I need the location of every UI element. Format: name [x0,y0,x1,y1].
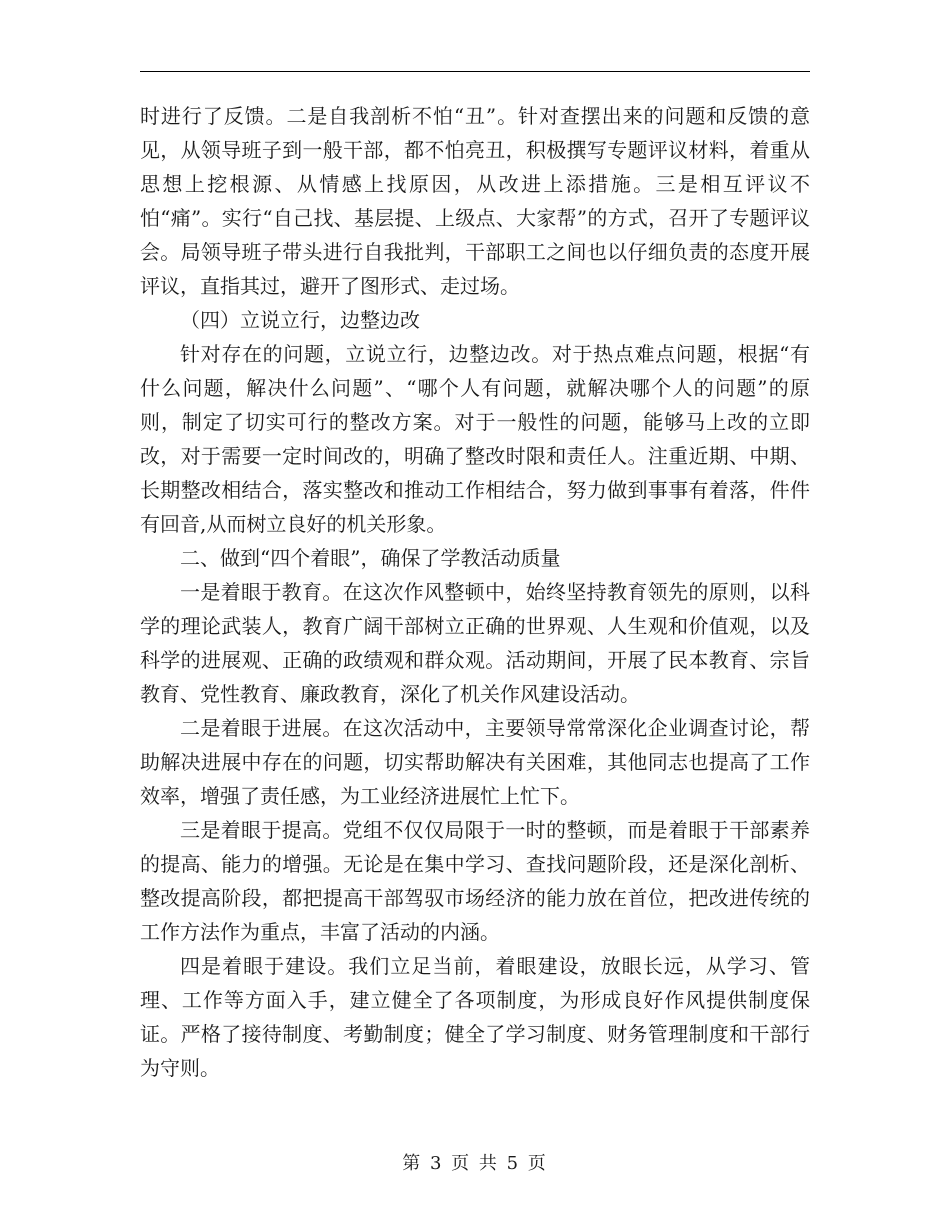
section-heading-2: 二、做到“四个着眼”，确保了学教活动质量 [180,546,561,570]
document-body [140,99,810,1085]
paragraph-development: 二是着眼于进展。在这次活动中，主要领导常常深化企业调查讨论，帮助解决进展中存在的问题，切实帮助解决有关困难，其他同志也提高了工作效率，增强了责任感，为工业经济进展忙上忙下。 [140,716,810,808]
page-number-footer: 第 3 页 共 5 页 [402,1153,548,1174]
paragraph-education: 一是着眼于教育。在这次作风整顿中，始终坚持教育领先的原则，以科学的理论武装人，教育广阔干部树立正确的世界观、人生观和价值观，以及科学的进展观、正确的政绩观和群众观。活动期间，开展了民本教育、宗旨教育、党性教育、廉政教育，深化了机关作风建设活动。 [140,580,810,706]
paragraph-improvement: 三是着眼于提高。党组不仅仅局限于一时的整顿，而是着眼于干部素养的提高、能力的增强。无论是在集中学习、查找问题阶段，还是深化剖析、整改提高阶段，都把提高干部驾驭市场经济的能力放在首位，把改进传统的工作方法作为重点，丰富了活动的内涵。 [140,818,810,944]
section-heading-4: （四）立说立行，边整边改 [180,308,420,332]
paragraph-construction: 四是着眼于建设。我们立足当前，着眼建设，放眼长远，从学习、管理、工作等方面入手，建立健全了各项制度，为形成良好作风提供制度保证。严格了接待制度、考勤制度；健全了学习制度、财务管理制度和干部行为守则。 [140,954,810,1080]
paragraph-rectification: 针对存在的问题，立说立行，边整边改。对于热点难点问题，根据“有什么问题，解决什么问题”、“哪个人有问题，就解决哪个人的问题”的原则，制定了切实可行的整改方案。对于一般性的问题，能够马上改的立即改，对于需要一定时间改的，明确了整改时限和责任人。注重近期、中期、长期整改相结合，落实整改和推动工作相结合，努力做到事事有着落，件件有回音,从而树立良好的机关形象。 [140,342,810,536]
header-rule [140,71,810,72]
paragraph-continuation: 时进行了反馈。二是自我剖析不怕“丑”。针对查摆出来的问题和反馈的意见，从领导班子到一般干部，都不怕亮丑，积极撰写专题评议材料，着重从思想上挖根源、从情感上找原因，从改进上添措施。三是相互评议不怕“痛”。实行“自己找、基层提、上级点、大家帮”的方式，召开了专题评议会。局领导班子带头进行自我批判，干部职工之间也以仔细负责的态度开展评议，直指其过，避开了图形式、走过场。 [140,104,810,298]
